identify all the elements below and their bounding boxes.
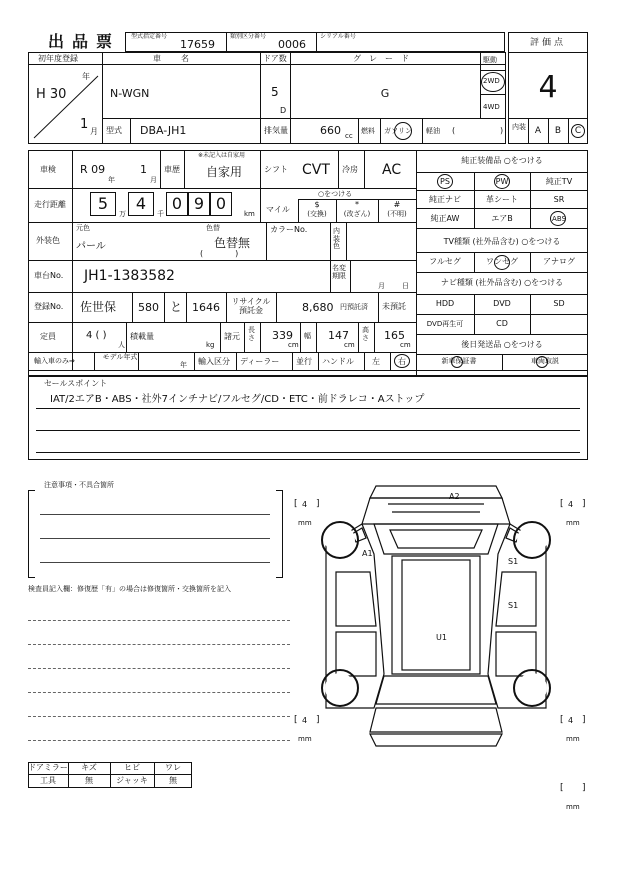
- inspection-month: 1: [140, 163, 147, 176]
- inspection-year-unit: 年: [108, 176, 115, 184]
- grade: G: [380, 87, 390, 100]
- equip-navi[interactable]: 純正ナビ: [429, 195, 461, 204]
- tire-rl-bracket-end: ]: [316, 715, 320, 725]
- tire-rr-bracket-end: ]: [582, 715, 586, 725]
- person-unit: 人: [118, 341, 125, 349]
- tire-fl-bracket: [: [294, 499, 298, 509]
- navi-sd[interactable]: SD: [553, 299, 565, 308]
- height-cm-unit: cm: [400, 341, 411, 349]
- page-title: 出品票: [48, 32, 121, 51]
- km-unit: km: [244, 210, 255, 218]
- length-cm-unit: cm: [288, 341, 299, 349]
- inspector-label: 検査員記入欄：修復歴「有」の場合は修復箇所・交換箇所を記入: [28, 585, 231, 593]
- parts-tools: 工具: [40, 776, 56, 785]
- doors-label: ドア数: [263, 54, 287, 63]
- tire-fl-value: 4: [302, 500, 308, 509]
- doors: 5: [271, 85, 279, 99]
- load-label: 積載量: [130, 332, 154, 341]
- fuel-gasoline[interactable]: ガソリン: [384, 127, 412, 135]
- mileage-digit: 4: [135, 194, 147, 213]
- interior-label: 内装: [512, 123, 526, 131]
- std-title: 純正装備品 ○をつける: [461, 156, 543, 165]
- tire-rr-unit: mm: [566, 735, 580, 743]
- reg-label: 登録No.: [34, 302, 64, 311]
- equip-tv[interactable]: 純正TV: [545, 177, 573, 186]
- score-label: 評価点: [529, 38, 566, 48]
- drive-4wd[interactable]: 4WD: [483, 103, 500, 111]
- parts-header-crack: ヒビ: [124, 763, 140, 772]
- model-year-unit: 年: [180, 361, 187, 369]
- tire-rl-value: 4: [302, 716, 308, 725]
- first-reg-year-unit: 年: [82, 72, 90, 81]
- width: 147: [328, 329, 349, 342]
- name-change-month-unit: 月: [378, 282, 385, 290]
- name-label: 車名: [153, 54, 209, 63]
- paint-paren: ( ): [200, 249, 239, 258]
- orig-color: パール: [76, 241, 106, 252]
- equip-aw[interactable]: 純正AW: [430, 214, 460, 223]
- tire-spare-unit: mm: [566, 803, 580, 811]
- shift: CVT: [302, 162, 330, 178]
- recycle-unit[interactable]: 円預託済: [340, 303, 368, 311]
- class-no: 0006: [278, 38, 306, 51]
- color-label: 外装色: [36, 236, 60, 245]
- import-class-label: 輸入区分: [198, 357, 230, 366]
- chassis: JH1-1383582: [84, 268, 175, 284]
- model-label: 型式: [106, 126, 122, 135]
- interior-b[interactable]: B: [554, 126, 562, 136]
- sales-block: [28, 376, 588, 460]
- equip-pw[interactable]: PW: [495, 177, 509, 186]
- caution-bracket-left: [28, 490, 35, 578]
- after-manual[interactable]: 車両取説: [531, 357, 559, 365]
- dims-label: 諸元: [224, 332, 240, 341]
- dealer[interactable]: ディーラー: [240, 357, 280, 366]
- car-diagram: [296, 476, 596, 776]
- man-unit: 万: [119, 210, 126, 218]
- score-value: 4: [538, 70, 558, 105]
- parts-header-scratch: キズ: [81, 763, 97, 772]
- tire-fl-unit: mm: [298, 519, 312, 527]
- type-no: 17659: [180, 38, 215, 51]
- mileage-label: 走行距離: [34, 200, 66, 209]
- exchange-label[interactable]: (交換): [307, 210, 327, 218]
- equip-ps[interactable]: PS: [440, 177, 450, 186]
- tire-fr-bracket-end: ]: [582, 499, 586, 509]
- tire-fr-bracket: [: [560, 499, 564, 509]
- caution-label: 注意事項・不具合箇所: [44, 481, 114, 489]
- paint: 色替無: [214, 236, 251, 250]
- tv-fullseg[interactable]: フルセグ: [429, 257, 461, 266]
- reg-num: 1646: [192, 301, 220, 314]
- mile-label[interactable]: マイル: [266, 205, 290, 214]
- tv-analog[interactable]: アナログ: [543, 257, 575, 266]
- mileage-digit: 9: [193, 194, 205, 213]
- height: 165: [384, 329, 405, 342]
- capacity-label: 定員: [40, 332, 56, 341]
- tire-fr-value: 4: [568, 500, 574, 509]
- handle-label: ハンドル: [322, 357, 354, 366]
- parts-header-break: ワレ: [165, 763, 181, 772]
- length-label: 長さ: [248, 326, 255, 342]
- tire-fr-unit: mm: [566, 519, 580, 527]
- tire-rl-bracket: [: [294, 715, 298, 725]
- class-no-label: 類別区分番号: [230, 33, 267, 40]
- after-warranty[interactable]: 新車保証書: [441, 357, 477, 365]
- shift-label: シフト: [264, 165, 288, 174]
- fuel-diesel[interactable]: 軽油: [426, 127, 440, 135]
- parts-header-mirror: ドアミラー: [28, 763, 68, 772]
- exchange-symbol: $: [314, 200, 320, 209]
- tv-title: TV種類 (社外品含む) ○をつける: [443, 237, 561, 246]
- displacement-label: 排気量: [264, 126, 288, 135]
- int-color-label: 内装色: [333, 227, 340, 251]
- unknown-symbol: #: [393, 200, 401, 209]
- parts-jack-value: 無: [169, 776, 177, 785]
- handle-left[interactable]: 左: [372, 357, 380, 366]
- tire-rr-bracket: [: [560, 715, 564, 725]
- recycle-pending[interactable]: 未預託: [382, 302, 406, 311]
- parts-tools-value: 無: [85, 776, 93, 785]
- vehicle-name: N-WGN: [110, 87, 150, 100]
- tamper-label[interactable]: (改ざん): [343, 210, 371, 218]
- chassis-label: 車台No.: [34, 271, 64, 280]
- navi-hdd[interactable]: HDD: [435, 299, 455, 308]
- first-reg-year: H 30: [36, 87, 67, 102]
- caution-bracket-right: [276, 490, 283, 578]
- tamper-symbol: *: [355, 200, 359, 209]
- capacity: 4 ( ): [86, 330, 107, 341]
- displacement: 660: [320, 124, 341, 137]
- damage-mark-s1-rear: S1: [508, 601, 519, 610]
- fuel-label: 燃料: [361, 127, 375, 135]
- kg-unit: kg: [206, 341, 215, 349]
- inspection-label: 車検: [40, 165, 56, 174]
- width-label: 幅: [304, 332, 311, 340]
- unknown-label[interactable]: (不明): [387, 210, 407, 218]
- ac-label: 冷房: [342, 165, 358, 174]
- drive-2wd[interactable]: 2WD: [483, 77, 500, 85]
- reg-place: 佐世保: [80, 300, 117, 314]
- after-title: 後日発送品 ○をつける: [461, 340, 543, 349]
- tv-oneseg[interactable]: ワンセグ: [486, 257, 518, 266]
- parallel[interactable]: 並行: [296, 357, 312, 366]
- damage-mark-a1: A1: [362, 549, 373, 558]
- mark-note: ○をつける: [318, 190, 353, 198]
- sales-label: セールスポイント: [44, 379, 108, 388]
- model-year-label: モデル年式: [102, 353, 138, 361]
- damage-mark-u1: U1: [436, 633, 447, 642]
- sales-text: IAT/2エアB・ABS・社外7インチナビ/フルセグ/CD・ETC・前ドラレコ・Aストップ: [50, 394, 425, 405]
- recycle: 8,680: [302, 301, 334, 314]
- inspection: R 09: [80, 163, 106, 176]
- interior-c[interactable]: C: [574, 126, 582, 136]
- import-label: 輸入車のみ⇒: [34, 357, 75, 365]
- handle-right[interactable]: 右: [398, 357, 406, 366]
- first-reg-month-unit: 月: [90, 127, 98, 136]
- width-cm-unit: cm: [344, 341, 355, 349]
- door-suffix: D: [280, 106, 287, 115]
- tire-fl-bracket-end: ]: [316, 499, 320, 509]
- color-no-label: カラーNo.: [270, 225, 308, 234]
- interior-a[interactable]: A: [534, 126, 542, 136]
- reg-class: 580: [138, 301, 159, 314]
- first-reg-month: 1: [80, 117, 89, 132]
- history: 自家用: [206, 165, 243, 179]
- damage-mark-a2: A2: [449, 492, 460, 501]
- mileage-digit: 0: [171, 194, 183, 213]
- parts-jack: ジャッキ: [116, 776, 148, 785]
- name-change-label: 名変期限: [332, 264, 346, 280]
- paint-label: 色替: [206, 224, 220, 232]
- mileage-digit: 5: [97, 194, 109, 213]
- orig-color-label: 元色: [76, 224, 90, 232]
- equip-sr[interactable]: SR: [553, 195, 565, 204]
- equip-leather[interactable]: 革シート: [486, 195, 518, 204]
- navi-cd[interactable]: CD: [496, 319, 508, 328]
- type-no-label: 型式指定番号: [131, 33, 168, 40]
- mileage-digit: 0: [215, 194, 227, 213]
- inspection-month-unit: 月: [150, 176, 157, 184]
- cc-unit: cc: [345, 132, 353, 140]
- drive-label: 駆動: [483, 56, 497, 64]
- history-label: 車歴: [164, 165, 180, 174]
- history-note: ※未記入は自家用: [198, 152, 246, 159]
- equip-abs[interactable]: ABS: [552, 215, 566, 223]
- model: DBA-JH1: [140, 124, 187, 137]
- equip-airbag[interactable]: エアB: [491, 214, 513, 223]
- name-change-day-unit: 日: [402, 282, 409, 290]
- reg-kana: と: [170, 300, 183, 314]
- sen-unit: 千: [157, 210, 164, 218]
- tire-rr-value: 4: [568, 716, 574, 725]
- recycle-label: リサイクル預託金: [231, 297, 271, 316]
- reg-slash: [28, 64, 102, 144]
- navi-dvd[interactable]: DVD: [493, 299, 511, 308]
- grade-label: グレード: [353, 54, 417, 63]
- height-label: 高さ: [362, 326, 369, 342]
- navi-title: ナビ種類 (社外品含む) ○をつける: [440, 278, 564, 287]
- tire-rl-unit: mm: [298, 735, 312, 743]
- serial-label: シリアル番号: [320, 33, 356, 40]
- length: 339: [272, 329, 293, 342]
- navi-dvd-play[interactable]: DVD再生可: [426, 320, 464, 328]
- ac: AC: [382, 162, 402, 178]
- damage-mark-s1-front: S1: [508, 557, 519, 566]
- tire-spare-bracket: [: [560, 783, 564, 793]
- first-reg-label: 初年度登録: [38, 54, 78, 63]
- tire-spare-bracket-end: ]: [582, 783, 586, 793]
